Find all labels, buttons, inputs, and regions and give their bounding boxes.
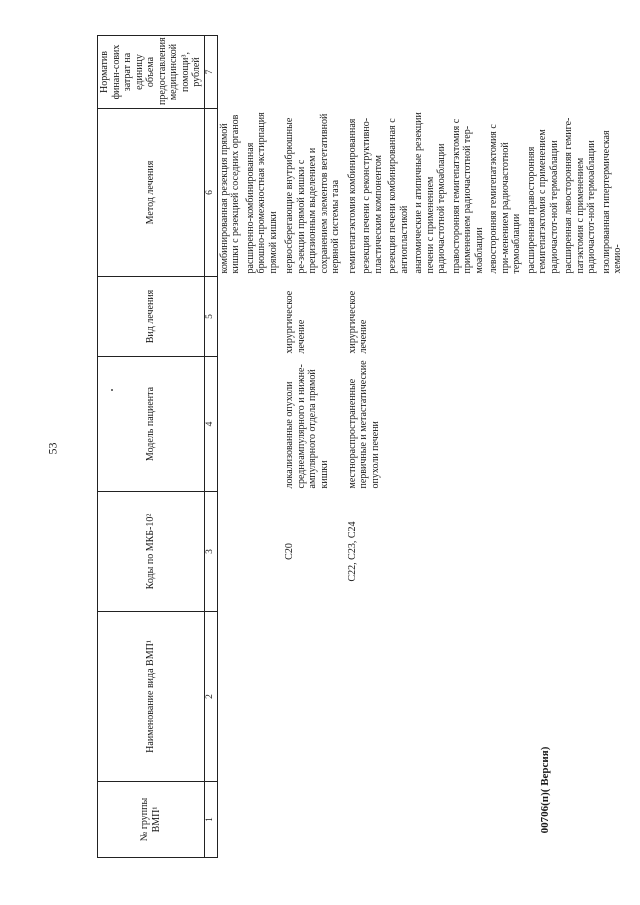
cell-treatment: хирургическое лечение	[346, 290, 369, 354]
header-cost-norm: Норматив финан-сових затрат на единицу объема предоставления медицинской помощи³, рублей	[98, 36, 205, 109]
method-item: гемигепатэктомия комбинированная	[346, 118, 358, 274]
column-number: 7	[204, 36, 217, 109]
treatment-table	[97, 35, 628, 858]
column-number-row	[204, 36, 217, 858]
method-item: расширенная левосторонняя гемиге-патэктомия с применением радиочастот-ной термоаблации	[563, 117, 597, 274]
cell-treatment: хирургическое лечение	[284, 290, 307, 354]
cell-codes	[217, 492, 283, 612]
method-item: анатомические и атипичные резекции печени с применением радиочастотной термоаблации	[413, 112, 447, 274]
column-number: 6	[204, 109, 217, 277]
header-row	[98, 36, 205, 858]
header-treatment-type: Вид лечения	[98, 277, 205, 357]
cell-group	[217, 782, 283, 858]
header-icd-codes: Коды по МКБ-10²	[98, 492, 205, 612]
cell-vmp-name	[283, 612, 346, 782]
page-number: 53	[45, 442, 60, 455]
cell-treatment	[217, 277, 283, 357]
method-item: нервосберегающие внутрибрюшные ре-зекции прямой кишки с прецизионным выделением и сохранением элементов вегетативной нервной системы таза	[284, 113, 341, 274]
cell-model: местнораспространенные первичные и метастатические опухоли печени	[346, 360, 381, 489]
method-item: резекция печени с реконструктивно-пластическим компонентом	[361, 117, 384, 274]
method-item: расширенно-комбинированная брюшно-промежностная экстирпация прямой кишки	[244, 112, 279, 274]
column-number: 5	[204, 277, 217, 357]
cell-norm	[346, 36, 628, 109]
cell-vmp-name	[217, 612, 283, 782]
header-group-number: № группы ВМП¹	[98, 782, 205, 858]
table-row	[283, 36, 346, 858]
column-number: 1	[204, 782, 217, 858]
header-vmp-name: Наименование вида ВМП¹	[98, 612, 205, 782]
cell-codes: C20	[284, 543, 295, 560]
cell-model: локализованные опухоли среднеампулярного и нижне-ампулярного отдела прямой кишки	[284, 364, 330, 489]
method-item: резекция печени комбинированная с ангиопластикой	[387, 118, 410, 274]
header-treatment-method: Метод лечения	[98, 109, 205, 277]
cell-methods	[283, 109, 346, 277]
method-item: изолированная гипертермическая хемио-	[600, 130, 623, 274]
cell-vmp-name	[346, 612, 628, 782]
column-number: 3	[204, 492, 217, 612]
method-item: правосторонняя гемигепатэктомия с применением радиочастотной тер-моаблации	[450, 118, 485, 274]
method-item: комбинированная резекция прямой кишки с резекцией соседних органов	[218, 114, 241, 274]
cell-norm	[283, 36, 346, 109]
table-row	[217, 36, 283, 858]
cell-group	[346, 782, 628, 858]
cell-codes: C22, C23, C24	[346, 521, 358, 582]
column-number: 2	[204, 612, 217, 782]
cell-norm	[217, 36, 283, 109]
column-number: 4	[204, 357, 217, 492]
method-item: расширенная правосторонняя гемигепатэктомия с применением радиочастот-ной термоаблации	[525, 129, 560, 274]
rotated-table-container	[97, 36, 623, 858]
cell-group	[283, 782, 346, 858]
cell-methods	[346, 109, 628, 277]
document-footer: 00706(п)( Версия)	[539, 746, 551, 834]
header-patient-model: Модель пациента	[98, 357, 205, 492]
cell-model	[217, 357, 283, 492]
cell-methods	[217, 109, 283, 277]
method-item: левосторонняя гемигепатэктомия с при-менением радиочастотной термоаблации	[488, 124, 522, 274]
table-row	[346, 36, 628, 858]
